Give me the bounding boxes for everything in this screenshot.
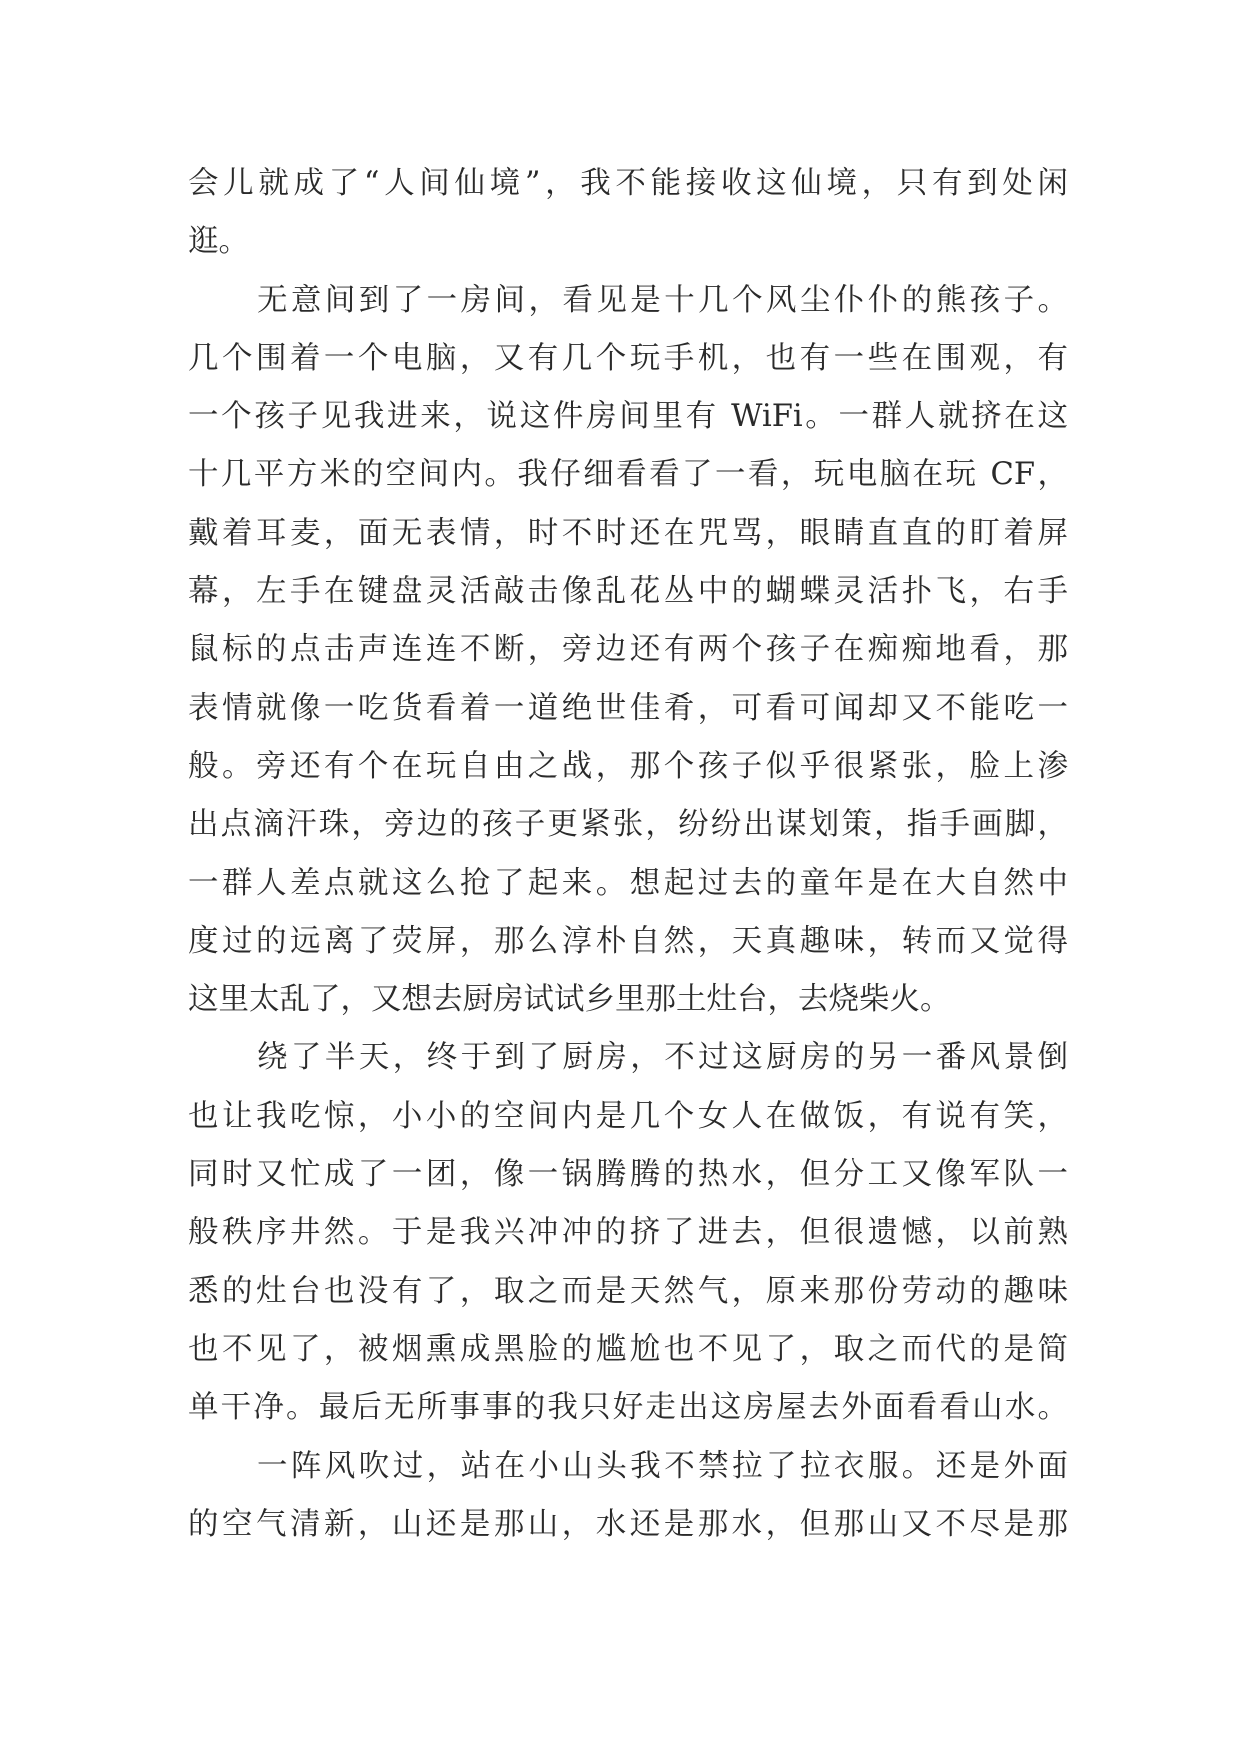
text-line: 表情就像一吃货看着一道绝世佳肴，可看可闻却又不能吃一	[188, 690, 1068, 726]
text-line: 这里太乱了，又想去厨房试试乡里那土灶台，去烧柴火。	[188, 982, 951, 1018]
text-line: 鼠标的点击声连连不断，旁边还有两个孩子在痴痴地看，那	[188, 632, 1068, 668]
text-line: 几个围着一个电脑，又有几个玩手机，也有一些在围观，有	[188, 340, 1068, 376]
text-line: 一群人差点就这么抢了起来。想起过去的童年是在大自然中	[188, 865, 1068, 901]
text-line: 度过的远离了荧屏，那么淳朴自然，天真趣味，转而又觉得	[188, 923, 1068, 959]
text-line: 逛。	[188, 224, 249, 260]
text-line: 戴着耳麦，面无表情，时不时还在咒骂，眼睛直直的盯着屏	[188, 515, 1068, 551]
text-line: 的空气清新，山还是那山，水还是那水，但那山又不尽是那	[188, 1506, 1068, 1542]
text-line: 般秩序井然。于是我兴冲冲的挤了进去，但很遗憾，以前熟	[188, 1215, 1068, 1251]
text-line: 无意间到了一房间，看见是十几个风尘仆仆的熊孩子。	[257, 282, 1068, 318]
document-body	[188, 155, 1068, 1554]
text-line: 般。旁还有个在玩自由之战，那个孩子似乎很紧张，脸上渗	[188, 748, 1068, 784]
text-line: 一个孩子见我进来，说这件房间里有 WiFi。一群人就挤在这	[188, 399, 1068, 435]
text-line: 也让我吃惊，小小的空间内是几个女人在做饭，有说有笑，	[188, 1098, 1068, 1134]
text-line: 十几平方米的空间内。我仔细看看了一看，玩电脑在玩 CF，	[188, 457, 1068, 493]
text-line: 悉的灶台也没有了，取之而是天然气，原来那份劳动的趣味	[188, 1273, 1068, 1309]
text-line: 出点滴汗珠，旁边的孩子更紧张，纷纷出谋划策，指手画脚，	[188, 807, 1068, 843]
text-line: 也不见了，被烟熏成黑脸的尴尬也不见了，取之而代的是简	[188, 1331, 1068, 1367]
text-line: 绕了半天，终于到了厨房，不过这厨房的另一番风景倒	[257, 1040, 1068, 1076]
text-line: 会儿就成了“人间仙境”，我不能接收这仙境，只有到处闲	[188, 166, 1068, 201]
text-line: 一阵风吹过，站在小山头我不禁拉了拉衣服。还是外面	[257, 1448, 1068, 1484]
text-line: 单干净。最后无所事事的我只好走出这房屋去外面看看山水。	[188, 1390, 1068, 1426]
text-line: 同时又忙成了一团，像一锅腾腾的热水，但分工又像军队一	[188, 1157, 1068, 1193]
text-line: 幕，左手在键盘灵活敲击像乱花丛中的蝴蝶灵活扑飞，右手	[188, 574, 1068, 610]
